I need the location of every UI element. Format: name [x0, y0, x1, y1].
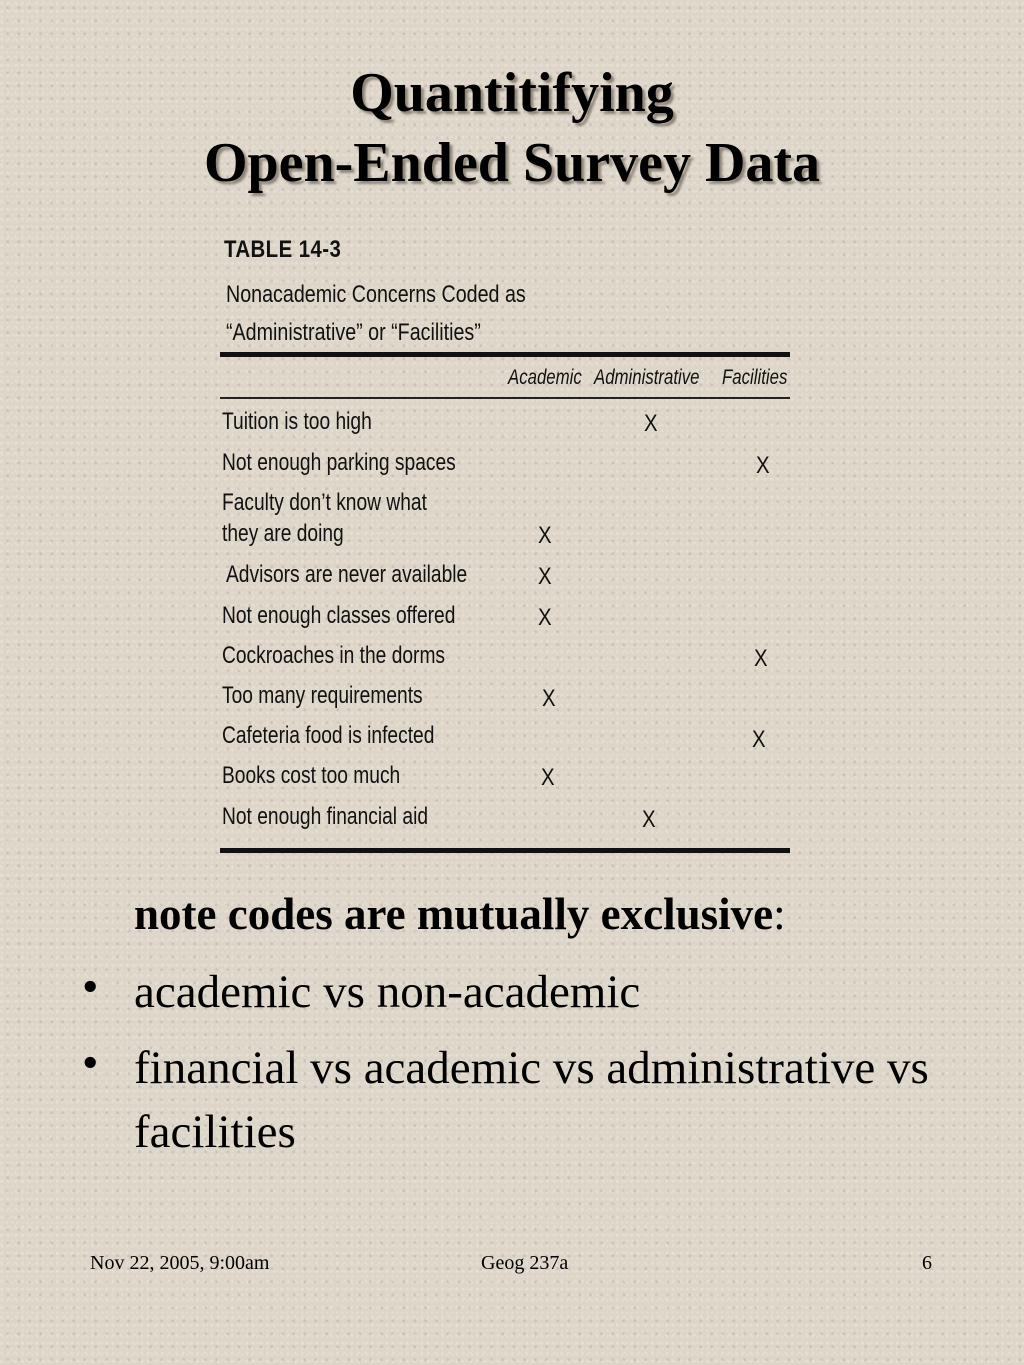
table-top-rule: [220, 352, 790, 357]
table-row-label: Not enough parking spaces: [222, 449, 456, 476]
bullet-marker: •: [82, 961, 99, 1013]
footer-course: Geog 237a: [481, 1252, 569, 1274]
column-header-academic: Academic: [508, 366, 582, 389]
table-row-mark: X: [754, 645, 768, 672]
note-heading-text: note codes are mutually exclusive: [134, 889, 774, 939]
table-row-mark: X: [541, 764, 555, 791]
table-row-label-continued: they are doing: [222, 520, 344, 547]
slide-title: [0, 58, 1024, 198]
table-row-label: Faculty don’t know what: [222, 489, 427, 516]
table-row-mark: X: [538, 604, 552, 631]
table-row-label: Tuition is too high: [222, 408, 372, 435]
slide-title-line-1: Quantitifying: [350, 62, 674, 124]
table-row-mark: X: [642, 806, 656, 833]
table-row-mark: X: [538, 522, 552, 549]
table-header-rule: [220, 397, 790, 399]
bullet-text: financial vs academic vs administrative vs facilities: [134, 1042, 929, 1158]
table-row-label: Not enough financial aid: [222, 803, 429, 830]
table-caption-line-2: “Administrative” or “Facilities”: [226, 319, 481, 346]
table-row-mark: X: [538, 563, 552, 590]
table-caption: [226, 276, 526, 352]
note-heading-colon: :: [773, 889, 786, 939]
footer-date: Nov 22, 2005, 9:00am: [90, 1252, 270, 1274]
column-header-administrative: Administrative: [594, 366, 700, 389]
column-header-facilities: Facilities: [722, 366, 788, 389]
table-row-mark: X: [756, 452, 770, 479]
scanned-table: [218, 232, 792, 864]
note-heading: [134, 888, 786, 940]
table-row-mark: X: [752, 726, 766, 753]
table-row-label: Not enough classes offered: [222, 602, 456, 629]
table-caption-line-1: Nonacademic Concerns Coded as: [226, 281, 526, 308]
bullet-marker: •: [82, 1037, 99, 1089]
table-row-label: Books cost too much: [222, 762, 401, 789]
footer-page-number: 6: [922, 1252, 932, 1274]
table-row-mark: X: [644, 410, 658, 437]
table-row-mark: X: [542, 685, 556, 712]
table-row-label: Cockroaches in the dorms: [222, 642, 446, 669]
slide-title-line-2: Open-Ended Survey Data: [203, 132, 821, 194]
table-row-label: Advisors are never available: [226, 561, 468, 588]
bullet-text: academic vs non-academic: [134, 966, 641, 1018]
table-bottom-rule: [220, 848, 790, 853]
table-row-label: Too many requirements: [222, 682, 423, 709]
table-number: TABLE 14-3: [224, 236, 342, 263]
table-row-label: Cafeteria food is infected: [222, 722, 435, 749]
